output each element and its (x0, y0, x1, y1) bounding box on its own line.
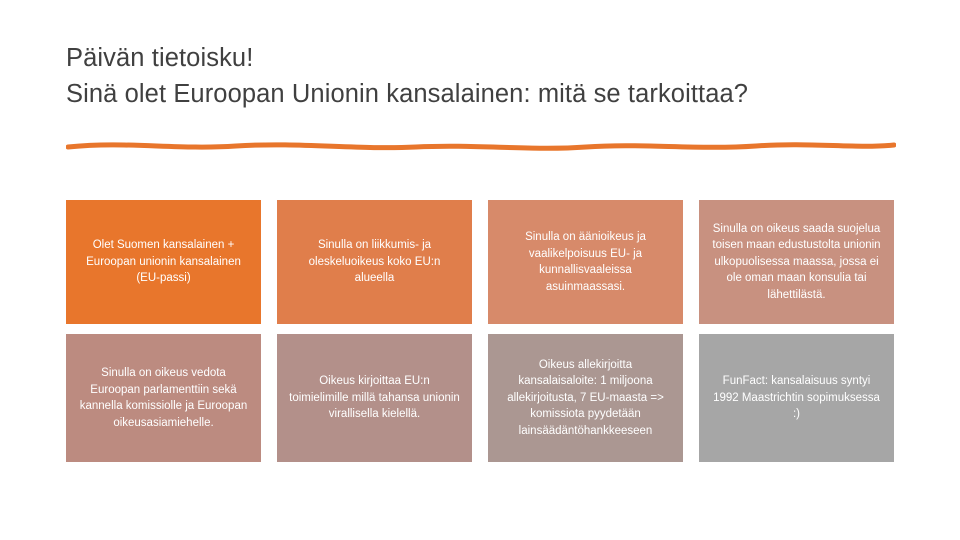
card-text: Sinulla on oikeus vedota Euroopan parlamenttiin sekä kannella komissiolle ja Euroopan oikeusasiamiehelle. (79, 367, 248, 429)
card-2-4[interactable] (699, 334, 894, 462)
page-title (66, 40, 896, 112)
card-2-1[interactable] (66, 334, 261, 462)
card-1-2[interactable] (277, 200, 472, 324)
title-line-1: Päivän tietoisku! (66, 44, 254, 72)
card-text: FunFact: kansalaisuus syntyi 1992 Maastrichtin sopimuksessa :) (713, 375, 880, 421)
card-1-3[interactable] (488, 200, 683, 324)
card-1-1[interactable] (66, 200, 261, 324)
card-grid (66, 200, 894, 462)
card-row-2 (66, 334, 894, 462)
card-row-1 (66, 200, 894, 324)
card-1-4[interactable] (699, 200, 894, 324)
card-2-2[interactable] (277, 334, 472, 462)
card-text: Sinulla on liikkumis- ja oleskeluoikeus koko EU:n alueella (308, 239, 441, 285)
card-text: Oikeus kirjoittaa EU:n toimielimille millä tahansa unionin virallisella kielellä. (289, 375, 460, 421)
card-2-3[interactable] (488, 334, 683, 462)
title-line-2: Sinä olet Euroopan Unionin kansalainen: mitä se tarkoittaa? (66, 80, 749, 108)
card-text: Sinulla on oikeus saada suojelua toisen maan edustustolta unionin ulkopuolisessa maassa, jossa ei ole oman maan konsulia tai lähettilästä. (712, 222, 881, 301)
divider (66, 138, 896, 154)
card-text: Oikeus allekirjoitta kansalaisaloite: 1 miljoona allekirjoitusta, 7 EU-maasta => komissiota pyydetään lainsäädäntöhankkeeseen (507, 358, 664, 437)
card-text: Sinulla on äänioikeus ja vaalikelpoisuus EU- ja kunnallisvaaleissa asuinmaassasi. (525, 231, 646, 293)
card-text: Olet Suomen kansalainen + Euroopan unionin kansalainen (EU-passi) (86, 239, 241, 285)
divider-squiggle-icon (66, 138, 896, 154)
